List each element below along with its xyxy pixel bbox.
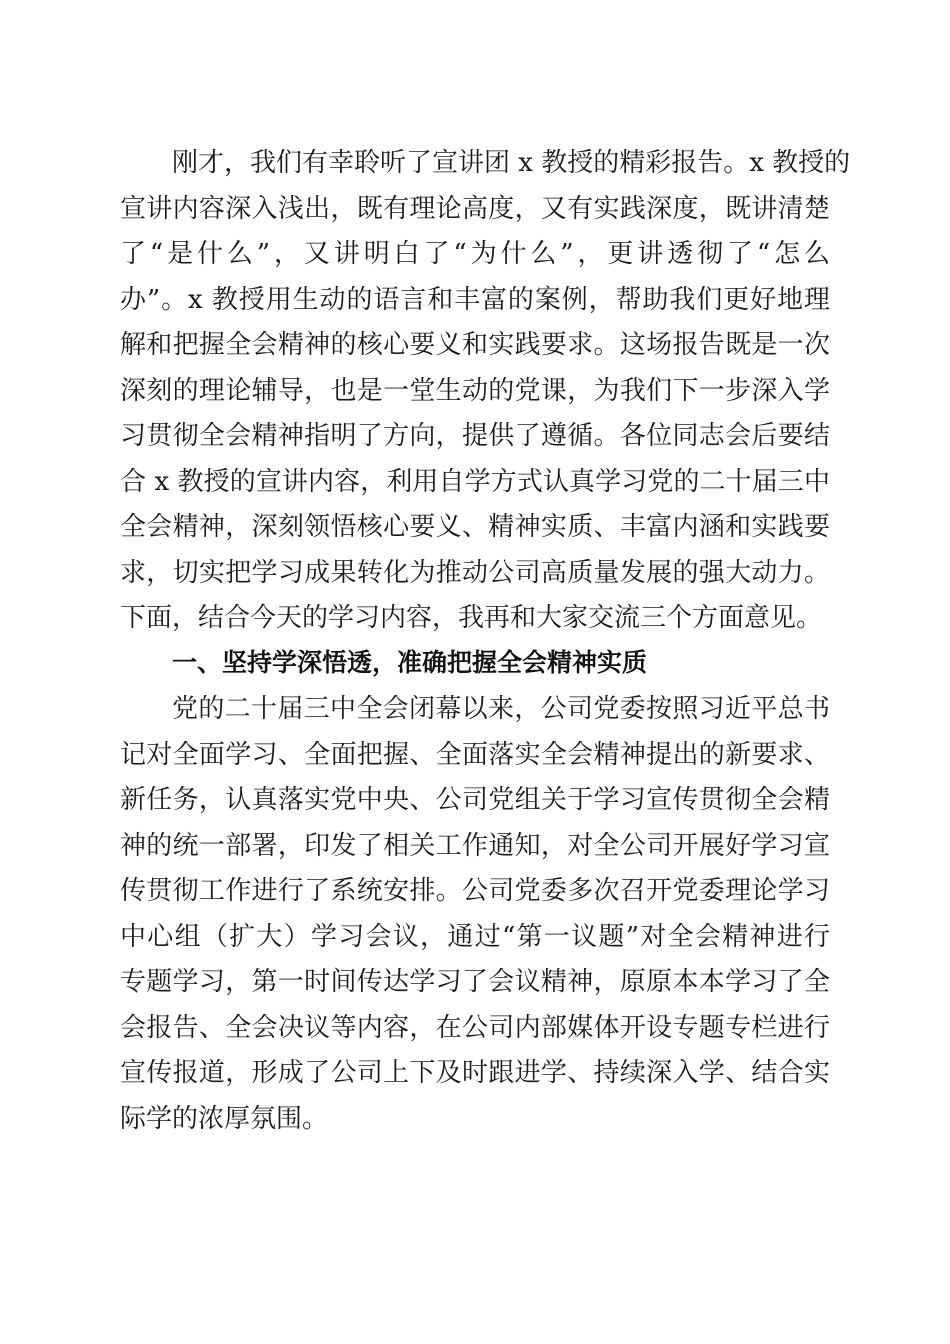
paragraph-2-line-7: 专题学习，第一时间传达学习了会议精神，原原本本学习了全 — [120, 967, 830, 997]
paragraph-1-line-5: 解和把握全会精神的核心要义和实践要求。这场报告既是一次 — [120, 330, 830, 360]
paragraph-2-line-4: 神的统一部署，印发了相关工作通知，对全公司开展好学习宣 — [120, 831, 830, 861]
paragraph-1-line-9: 全会精神，深刻领悟核心要义、精神实质、丰富内涵和实践要 — [120, 512, 830, 542]
paragraph-1-line-8: 合 x 教授的宣讲内容，利用自学方式认真学习党的二十届三中 — [120, 467, 830, 497]
paragraph-1-line-10: 求，切实把学习成果转化为推动公司高质量发展的强大动力。 — [120, 558, 830, 588]
paragraph-1-line-4: 办”。x 教授用生动的语言和丰富的案例，帮助我们更好地理 — [120, 285, 830, 315]
paragraph-1-line-3: 了“是什么”，又讲明白了“为什么”，更讲透彻了“怎么 — [120, 239, 830, 269]
paragraph-2-line-6: 中心组（扩大）学习会议，通过“第一议题”对全会精神进行 — [120, 922, 830, 952]
paragraph-2-line-1: 党的二十届三中全会闭幕以来，公司党委按照习近平总书 — [172, 694, 830, 724]
paragraph-2-line-8: 会报告、全会决议等内容，在公司内部媒体开设专题专栏进行 — [120, 1013, 830, 1043]
paragraph-2-line-10: 际学的浓厚氛围。 — [120, 1104, 329, 1134]
paragraph-2-line-2: 记对全面学习、全面把握、全面落实全会精神提出的新要求、 — [120, 740, 830, 770]
paragraph-1-line-11: 下面，结合今天的学习内容，我再和大家交流三个方面意见。 — [120, 603, 823, 633]
paragraph-1-line-6: 深刻的理论辅导，也是一堂生动的党课，为我们下一步深入学 — [120, 376, 830, 406]
section-1-heading: 一、坚持学深悟透，准确把握全会精神实质 — [172, 648, 648, 677]
paragraph-1-line-1: 刚才，我们有幸聆听了宣讲团 x 教授的精彩报告。x 教授的 — [172, 148, 851, 178]
paragraph-1-line-2: 宣讲内容深入浅出，既有理论高度，又有实践深度，既讲清楚 — [120, 194, 830, 224]
paragraph-2-line-3: 新任务，认真落实党中央、公司党组关于学习宣传贯彻全会精 — [120, 785, 830, 815]
paragraph-1-line-7: 习贯彻全会精神指明了方向，提供了遵循。各位同志会后要结 — [120, 421, 830, 451]
paragraph-2-line-9: 宣传报道，形成了公司上下及时跟进学、持续深入学、结合实 — [120, 1058, 830, 1088]
paragraph-2-line-5: 传贯彻工作进行了系统安排。公司党委多次召开党委理论学习 — [120, 876, 830, 906]
